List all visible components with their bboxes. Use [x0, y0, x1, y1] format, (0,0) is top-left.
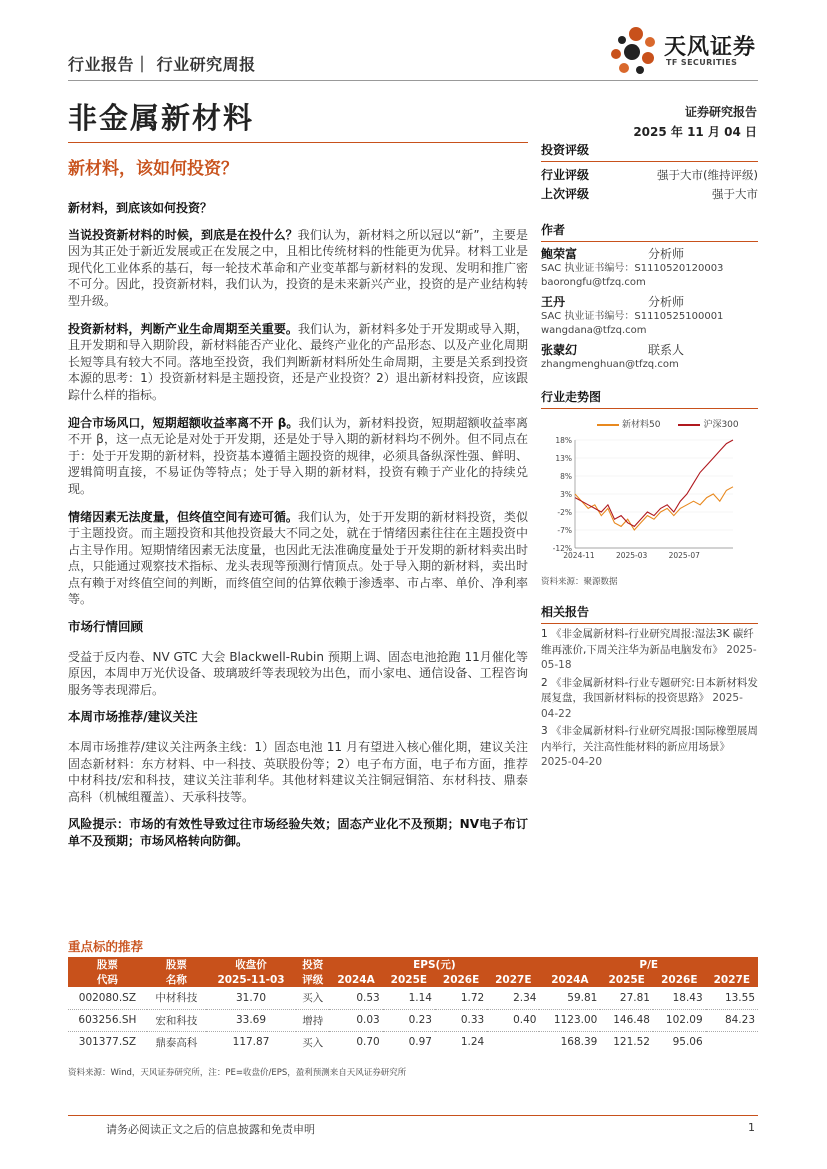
rating-key: 行业评级	[541, 168, 590, 182]
paragraph	[68, 415, 528, 498]
table-cell: 0.03	[329, 1009, 382, 1031]
related-date: 2025-05-18	[541, 643, 757, 671]
table-cell: 宏和科技	[147, 1009, 206, 1031]
table-cell: 13.55	[724, 991, 755, 1004]
title-divider	[68, 142, 528, 143]
table-cell: 27.81	[619, 991, 650, 1004]
rating-row	[541, 165, 758, 184]
related-report[interactable]	[541, 724, 758, 771]
col-header: 代码	[68, 972, 147, 987]
related-report[interactable]	[541, 676, 758, 723]
table-cell: 0.53	[356, 991, 380, 1004]
table-cell: 0.33	[435, 1009, 487, 1031]
col-header: 2025E	[383, 972, 435, 987]
legend-item	[678, 417, 738, 430]
paragraph-text: 我们认为，新材料投资，短期超额收益率离不开 β，这一点无论是对处于开发期，还是处于导入期的新材料均不例外。但不同点在于：处于开发期的新材料，投资基本遵循主题投资的规律，必须具备纵深性强、鲜明、逻辑简明直接，不易证伪等特点；处于导入期的新材料，投资有赖于产业化的持续兑现。	[68, 415, 528, 496]
rating-key: 上次评级	[541, 187, 590, 201]
table-cell: 168.39	[539, 1031, 600, 1053]
table-cell: 002080.SZ	[78, 991, 137, 1004]
logo-text-cn: 天风证券	[664, 35, 757, 60]
page-number: 1	[748, 1121, 755, 1134]
table-row	[68, 987, 758, 1009]
y-tick-label: -2%	[557, 508, 572, 517]
y-tick-label: 13%	[555, 454, 572, 463]
market-text: 受益于反内卷、NV GTC 大会 Blackwell-Rubin 预期上调、固态电池抢跑 11月催化等原因，本周申万光伏设备、玻璃玻纤等表现较为出色，而小家电、通信设备、工程咨询服务等表现滞后。	[68, 649, 528, 697]
author-entry	[541, 341, 758, 372]
report-date: 2025 年 11 月 04 日	[633, 125, 757, 139]
col-header: 股票	[68, 957, 147, 972]
footer-divider	[68, 1115, 758, 1116]
paragraph-lead: 迎合市场风口，短期超额收益率离不开 β。	[68, 415, 299, 430]
col-header: 收盘价	[206, 957, 296, 972]
rating-value: 强于大市	[712, 186, 758, 201]
col-header-pe: P/E	[539, 957, 758, 972]
col-header: 名称	[147, 972, 206, 987]
table-cell: 买入	[296, 1031, 329, 1053]
author-role: 分析师	[648, 247, 685, 261]
main-body	[68, 200, 528, 861]
table-cell: 31.70	[235, 991, 267, 1004]
table-row	[68, 1009, 758, 1031]
related-text[interactable]: 3 《非金属新材料-行业研究周报:国际橡塑展周内举行，关注高性能材料的新应用场景》	[541, 725, 758, 753]
col-header: 评级	[296, 972, 329, 987]
y-tick-label: 18%	[555, 436, 572, 445]
rating-value: 强于大市(维持评级)	[657, 167, 758, 182]
risk-warning: 风险提示：市场的有效性导致过往市场经验失效；固态产业化不及预期；NV电子布订单不及预期；市场风格转向防御。	[68, 817, 528, 848]
col-header: 2024A	[539, 972, 600, 987]
col-header: 股票	[147, 957, 206, 972]
y-tick-label: 8%	[560, 472, 572, 481]
author-entry	[541, 245, 758, 290]
table-cell: 2.34	[513, 991, 537, 1004]
table-cell: 0.97	[383, 1031, 435, 1053]
col-header: 2027E	[487, 972, 539, 987]
table-title: 重点标的推荐	[68, 939, 144, 954]
table-header-bottom	[68, 972, 758, 987]
tf-logo-icon	[606, 24, 662, 76]
related-report[interactable]	[541, 627, 758, 674]
table-cell	[706, 1031, 758, 1053]
paragraph-lead: 当说投资新材料的时候，到底是在投什么？	[68, 227, 298, 242]
rating-row	[541, 184, 758, 203]
sidebar	[541, 139, 758, 773]
paragraph-lead: 情绪因素无法度量，但终值空间有迹可循。	[68, 509, 299, 524]
table-cell: 0.40	[487, 1009, 539, 1031]
table-cell: 1.24	[435, 1031, 487, 1053]
col-header: 2025E	[600, 972, 653, 987]
intro-heading: 新材料，到底该如何投资？	[68, 201, 213, 215]
related-text[interactable]: 2 《非金属新材料-行业专题研究:日本新材料发展复盘，我国新材料标的投资思路》	[541, 676, 758, 704]
related-date: 2025-04-20	[541, 756, 603, 768]
legend-swatch	[597, 424, 619, 426]
related-heading: 相关报告	[541, 601, 758, 624]
table-cell: 59.81	[567, 991, 598, 1004]
table-cell: 0.23	[383, 1009, 435, 1031]
table-cell: 121.52	[600, 1031, 653, 1053]
logo-text-en: TF SECURITIES	[666, 58, 738, 67]
table-cell: 0.70	[329, 1031, 382, 1053]
chart-heading: 行业走势图	[541, 386, 758, 409]
col-header: 2027E	[706, 972, 758, 987]
rating-heading: 投资评级	[541, 139, 758, 162]
paragraph	[68, 509, 528, 609]
table-cell: 33.69	[206, 1009, 296, 1031]
chart-source: 资料来源：聚源数据	[541, 577, 618, 587]
col-header: 2026E	[653, 972, 706, 987]
author-role: 联系人	[648, 343, 685, 357]
table-cell: 84.23	[706, 1009, 758, 1031]
paragraph	[68, 227, 528, 310]
author-cert: SAC 执业证书编号：S1110520120003	[541, 263, 724, 274]
table-cell: 301377.SZ	[68, 1031, 147, 1053]
author-role: 分析师	[648, 295, 685, 309]
table-row	[68, 1031, 758, 1053]
paragraph-lead: 投资新材料，判断产业生命周期至关重要。	[68, 321, 299, 336]
recommendation-heading: 本周市场推荐/建议关注	[68, 709, 198, 725]
trend-chart-box	[541, 386, 758, 587]
author-name: 王丹	[541, 295, 566, 309]
legend-swatch	[678, 424, 700, 426]
stock-table	[68, 957, 758, 1053]
report-label: 证券研究报告	[684, 105, 757, 119]
report-type: 行业报告｜ 行业研究周报	[68, 55, 256, 74]
author-name: 张蒙幻	[541, 343, 578, 357]
market-heading: 市场行情回顾	[68, 619, 144, 635]
table-cell: 1123.00	[539, 1009, 600, 1031]
table-cell: 95.06	[653, 1031, 706, 1053]
legend-label: 新材料50	[622, 420, 661, 430]
x-tick-label: 2025-03	[615, 551, 648, 560]
paragraph-text: 我们认为，新材料之所以冠以“新”，主要是因为其正处于新近发展或正在发展之中，且相比传统材料的性能更为优异。材料工业是现代化工业体系的基石，每一轮技术革命和产业变革都与新材料的发现、发明和推广密不可分。因此，投资新材料，我们认为，投资的是未来新兴产业，投资的是产业结构转型升级。	[68, 227, 528, 308]
x-tick-label: 2025-07	[668, 551, 700, 560]
subtitle: 新材料，该如何投资？	[68, 159, 238, 179]
author-email[interactable]: baorongfu@tfzq.com	[541, 277, 646, 288]
table-cell: 1.14	[408, 991, 432, 1004]
series-line-new-materials-50	[575, 487, 733, 530]
table-cell: 买入	[302, 992, 324, 1005]
y-tick-label: -7%	[557, 526, 572, 535]
y-tick-label: -12%	[552, 544, 572, 553]
table-cell: 18.43	[672, 991, 703, 1004]
legend-item	[597, 417, 660, 430]
footer-disclaimer[interactable]: 请务必阅读正文之后的信息披露和免责申明	[106, 1123, 315, 1136]
table-cell: 1.72	[460, 991, 485, 1004]
author-cert: SAC 执业证书编号：S1110525100001	[541, 311, 724, 322]
paragraph-text: 我们认为，处于开发期的新材料投资，类似于主题投资。而主题投资和其他投资最大不同之处，就在于情绪因素往往在主题投资中占主导作用。短期情绪因素无法度量，也因此无法准确度量处于开发期的新材料卖出时点，只能通过观察技术指标、龙头表现等预测行情顶点。处于导入期的新材料，卖出时点有赖于对终值空间的判断，而终值空间的估算依赖于渗透率、市占率、单价、净利率等。	[68, 509, 528, 607]
chart-legend	[597, 417, 758, 430]
y-tick-label: 3%	[560, 490, 572, 499]
table-cell	[487, 1031, 539, 1053]
table-cell: 鼎泰高科	[147, 1031, 206, 1053]
header-divider	[68, 80, 758, 81]
trend-chart	[541, 430, 741, 570]
authors-heading: 作者	[541, 219, 758, 242]
x-tick-label: 2024-11	[563, 551, 595, 560]
related-text[interactable]: 1 《非金属新材料-行业研究周报:湿法3K 碳纤维再涨价,下周关注华为新品电脑发布》	[541, 628, 754, 656]
recommendation-text: 本周市场推荐/建议关注两条主线：1）固态电池 11 月有望进入核心催化期，建议关注固态新材料：东方材料、中一科技、英联股份等；2）电子布方面，电子布方面，推荐中材科技/宏和科技，建议关注菲利华。其他材料建议关注铜冠铜箔、东材科技、鼎泰高科（机械组覆盖）、天承科技等。	[68, 740, 528, 804]
author-name: 鲍荣富	[541, 247, 578, 261]
col-header: 2026E	[435, 972, 487, 987]
author-email[interactable]: wangdana@tfzq.com	[541, 325, 647, 336]
page-title: 非金属新材料	[68, 101, 255, 135]
col-header: 投资	[296, 957, 329, 972]
col-header-eps: EPS(元)	[329, 957, 539, 972]
table-note: 资料来源：Wind，天风证券研究所，注：PE=收盘价/EPS，盈利预测来自天风证券研究所	[68, 1068, 407, 1078]
author-email[interactable]: zhangmenghuan@tfzq.com	[541, 359, 679, 370]
series-line-hs300	[575, 440, 733, 526]
author-entry	[541, 293, 758, 338]
table-cell: 603256.SH	[68, 1009, 147, 1031]
table-cell: 增持	[296, 1009, 329, 1031]
legend-label: 沪深300	[703, 420, 739, 430]
table-cell: 中材科技	[155, 992, 198, 1005]
table-cell: 102.09	[653, 1009, 706, 1031]
table-header-top	[68, 957, 758, 972]
paragraph-text: 我们认为，新材料多处于开发期或导入期，且开发期和导入期阶段，新材料能否产业化、最终产业化的产品形态、以及产业化周期长短等具有较大不同。落地至投资，我们判断新材料所处生命周期，主要是关系到投资本源的思考：1）投资新材料是主题投资，还是产业投资？2）退出新材料投资，应该跟踪什么样的指标。	[68, 321, 528, 402]
table-cell: 146.48	[600, 1009, 653, 1031]
company-logo	[606, 24, 766, 76]
col-header: 2025-11-03	[206, 972, 296, 987]
related-date: 2025-04-22	[541, 692, 743, 720]
paragraph	[68, 321, 528, 404]
col-header: 2024A	[329, 972, 382, 987]
table-cell: 117.87	[206, 1031, 296, 1053]
